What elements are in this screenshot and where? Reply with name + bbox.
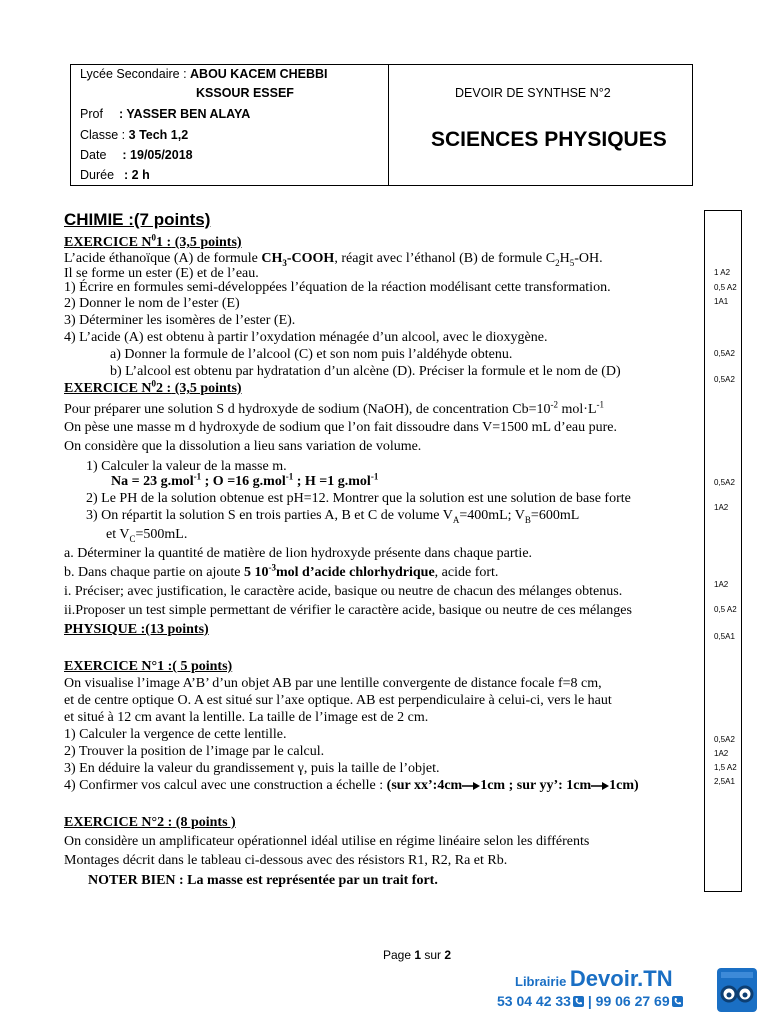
physique-ex2-note: NOTER BIEN : La masse est représentée par un trait fort.	[88, 873, 438, 888]
chimie-ex2-l1: Pour préparer une solution S d hydroxyde de sodium (NaOH), de concentration $Cb=10^{-2}$ $mol\cdot L^{-1}$	[64, 399, 605, 417]
physique-ex1-l2: et de centre optique O. A est situé sur l’axe optique. AB est perpendiculaire à celui-ci, vers le haut	[64, 693, 612, 708]
mark: 0,5 A2	[714, 605, 737, 614]
physique-title: PHYSIQUE :(13 points)	[64, 622, 209, 637]
chimie-ex2-l3: On considère que la dissolution a lieu sans variation de volume.	[64, 439, 422, 454]
chimie-ex1-q3: 3) Déterminer les isomères de l’ester (E).	[64, 313, 296, 328]
chimie-ex1-intro2: Il se forme un ester (E) et de l’eau.	[64, 266, 259, 281]
chimie-title: CHIMIE :(7 points)	[64, 210, 211, 229]
physique-ex2-l1: On considère un amplificateur opérationnel idéal utilise en régime linéaire selon les différents	[64, 834, 590, 849]
chimie-ex1-q2: 2) Donner le nom de l’ester (E)	[64, 296, 240, 311]
chimie-ex2-qa: a. Déterminer la quantité de matière de lion hydroxyde présente dans chaque partie.	[64, 546, 533, 561]
brand-phones: 53 04 42 33 | 99 06 27 69	[497, 993, 683, 1009]
physique-ex1-title: EXERCICE N°1 :( 5 points)	[64, 659, 233, 674]
school-town: KSSOUR ESSEF	[196, 86, 294, 100]
mark: 0,5A1	[714, 632, 735, 641]
chimie-ex1-q4: 4) L’acide (A) est obtenu à partir l’oxydation ménagée d’un alcool, avec le dioxygène.	[64, 330, 548, 345]
subject-title: SCIENCES PHYSIQUES	[431, 128, 667, 151]
physique-ex1-l3: et situé à 12 cm avant la lentille. La taille de l’image est de 2 cm.	[64, 710, 429, 725]
mark: 0,5A2	[714, 735, 735, 744]
mark: 0,5 A2	[714, 283, 737, 292]
chimie-ex2-qb: b. Dans chaque partie on ajoute 5 $10^{-3}mol$ d’acide chlorhydrique, acide fort.	[64, 562, 499, 580]
duration-line: Durée : 2 h	[80, 168, 150, 182]
mark: 0,5A2	[714, 478, 735, 487]
physique-ex2-title: EXERCICE N°2 : (8 points )	[64, 815, 236, 830]
physique-ex1-q3: 3) En déduire la valeur du grandissement γ, puis la taille de l’objet.	[64, 761, 440, 776]
chimie-ex1-q1: 1) Écrire en formules semi-développées l’équation de la réaction modélisant cette transformation.	[64, 280, 611, 295]
date-line: Date : 19/05/2018	[80, 148, 193, 162]
physique-ex1-q4: 4) Confirmer vos calcul avec une construction a échelle : (sur xx’:4cm 1cm ; sur yy’: 1cm 1cm)	[64, 778, 639, 793]
mark: 0,5A2	[714, 349, 735, 358]
chimie-ex1-intro: L’acide éthanoïque (A) de formule $CH_3$-COOH, réagit avec l’éthanol (B) de formule $C_2H_5-OH$.	[64, 251, 603, 268]
chimie-ex2-l2: On pèse une masse m d hydroxyde de sodium que l’on fait dissoudre dans V=1500 mL d’eau pure.	[64, 420, 618, 435]
phone-icon	[672, 996, 683, 1007]
phone-icon	[573, 996, 584, 1007]
school-line: Lycée Secondaire : ABOU KACEM CHEBBI	[80, 67, 328, 81]
chimie-ex2-q3: 3) On répartit la solution S en trois parties A, B et C de volume $V_A=400mL$; $V_B=600mL$	[86, 508, 580, 525]
chimie-ex1-q4a: a) Donner la formule de l’alcool (C) et son nom puis l’aldéhyde obtenu.	[110, 347, 513, 362]
brand-name: Librairie Devoir.TN	[515, 966, 673, 991]
header-divider	[388, 64, 389, 186]
mark: 1A2	[714, 749, 729, 758]
mark: 1,5 A2	[714, 763, 737, 772]
chimie-ex2-q2: 2) Le PH de la solution obtenue est pH=12. Montrer que la solution est une solution de base forte	[86, 491, 631, 506]
mark: 0,5A2	[714, 375, 735, 384]
mark: 1A2	[714, 580, 729, 589]
chimie-ex2-q3-cont: et $V_C=500mL$.	[106, 527, 188, 544]
right-arrow-icon	[591, 781, 609, 791]
chimie-ex2-masses: Na = 23 g.mol$^{-1}$ ; O =16 g.mol$^{-1}$ ; H =1 g.mol$^{-1}$	[111, 471, 379, 489]
chimie-ex2-qii: ii.Proposer un test simple permettant de vérifier le caractère acide, basique ou neutre de ces mélanges	[64, 603, 632, 618]
page-number: Page 1 sur 2	[383, 948, 452, 962]
physique-ex2-l2: Montages décrit dans le tableau ci-dessous avec des résistors R1, R2, Ra et Rb.	[64, 853, 508, 868]
marks-column	[704, 210, 742, 892]
chimie-ex2-q1: 1) Calculer la valeur de la masse m.	[86, 459, 287, 474]
header-box	[70, 64, 693, 186]
class-line: Classe : 3 Tech 1,2	[80, 128, 189, 142]
chimie-ex2-qi: i. Préciser; avec justification, le caractère acide, basique ou neutre de chacun des mélanges obtenus.	[64, 584, 623, 599]
mark: 1A2	[714, 503, 729, 512]
glasses-logo-icon	[714, 964, 760, 1016]
physique-ex1-q2: 2) Trouver la position de l’image par le calcul.	[64, 744, 325, 759]
exam-type: DEVOIR DE SYNTHSE N°2	[455, 86, 611, 100]
physique-ex1-l1: On visualise l’image A’B’ d’un objet AB par une lentille convergente de distance focale f=8 cm,	[64, 676, 602, 691]
chimie-ex2-title: EXERCICE $N^02$ : (3,5 points)	[64, 378, 242, 396]
mark: 1 A2	[714, 268, 731, 277]
chimie-ex1-q4b: b) L’alcool est obtenu par hydratation d’un alcène (D). Préciser la formule et le nom de (D)	[110, 364, 621, 379]
chimie-ex1-title: EXERCICE $N^01$ : (3,5 points)	[64, 232, 242, 250]
right-arrow-icon	[462, 781, 480, 791]
mark: 2,5A1	[714, 777, 735, 786]
prof-line: Prof : YASSER BEN ALAYA	[80, 107, 251, 121]
physique-ex1-q1: 1) Calculer la vergence de cette lentille.	[64, 727, 287, 742]
mark: 1A1	[714, 297, 729, 306]
